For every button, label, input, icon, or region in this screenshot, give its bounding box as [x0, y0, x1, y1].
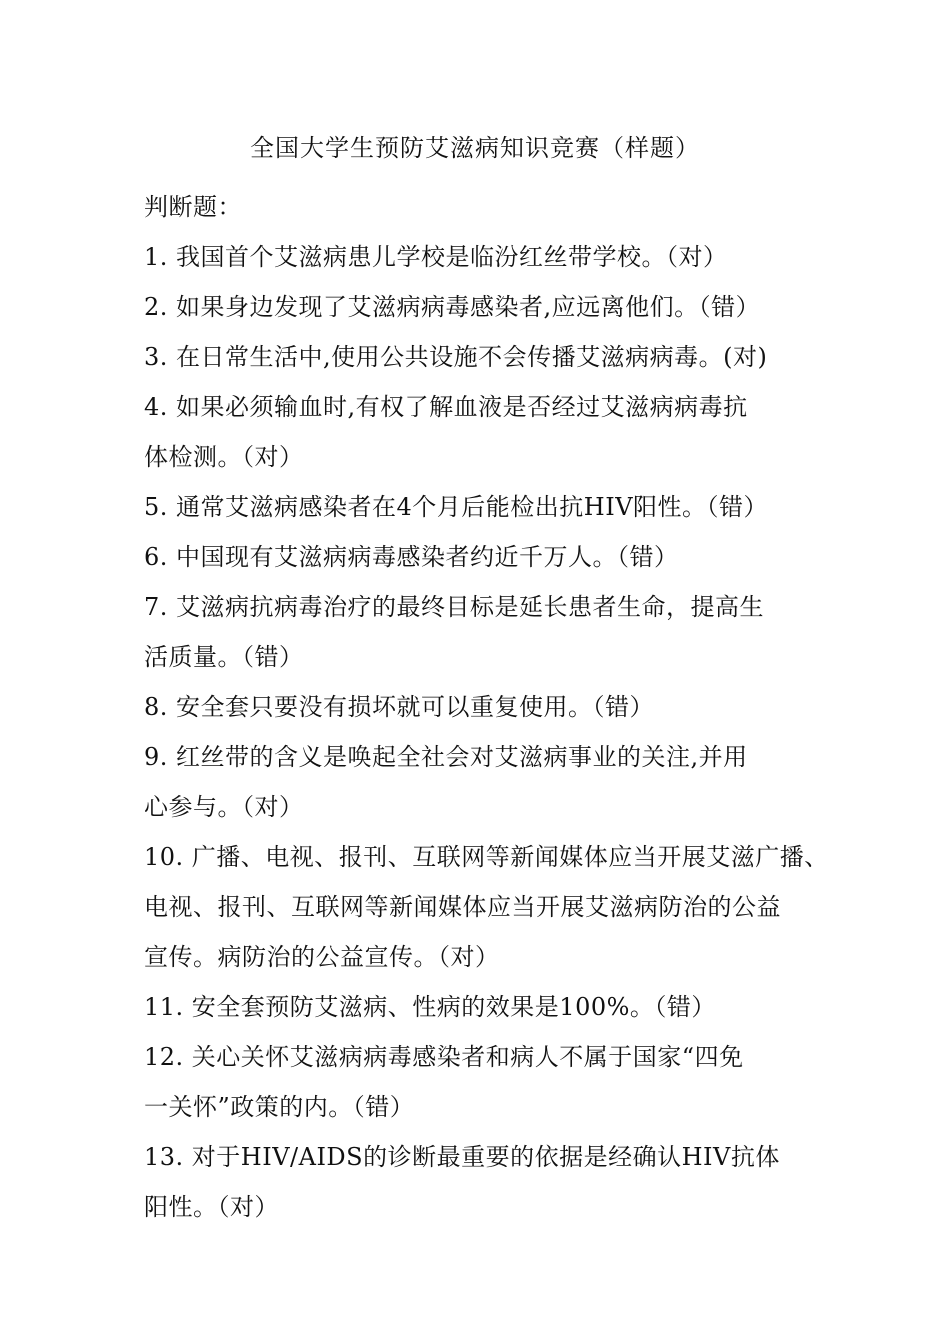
document-title: 全国大学生预防艾滋病知识竞赛（样题）	[250, 134, 700, 162]
question-line: 7. 艾滋病抗病毒治疗的最终目标是延长患者生命，提高生	[144, 593, 765, 621]
question-line: 8. 安全套只要没有损坏就可以重复使用。（错）	[144, 693, 655, 721]
question-line: 9. 红丝带的含义是唤起全社会对艾滋病事业的关注,并用	[144, 743, 748, 771]
question-line: 1. 我国首个艾滋病患儿学校是临汾红丝带学校。（对）	[144, 243, 728, 271]
question-line: 电视、报刊、互联网等新闻媒体应当开展艾滋病防治的公益	[144, 893, 781, 921]
question-line: 4. 如果必须输血时,有权了解血液是否经过艾滋病病毒抗	[144, 393, 748, 421]
question-line: 5. 通常艾滋病感染者在4个月后能检出抗HIV阳性。（错）	[144, 493, 769, 521]
question-line: 6. 中国现有艾滋病病毒感染者约近千万人。（错）	[144, 543, 679, 571]
question-line: 活质量。（错）	[144, 643, 304, 671]
question-line: 13. 对于HIV/AIDS的诊断最重要的依据是经确认HIV抗体	[144, 1143, 780, 1171]
question-line: 10. 广播、电视、报刊、互联网等新闻媒体应当开展艾滋广播、	[144, 843, 829, 871]
question-line: 一关怀”政策的内。（错）	[144, 1093, 415, 1121]
question-line: 心参与。（对）	[144, 793, 304, 821]
question-line: 3. 在日常生活中,使用公共设施不会传播艾滋病病毒。(对)	[144, 343, 768, 371]
question-line: 11. 安全套预防艾滋病、性病的效果是100%。（错）	[144, 993, 716, 1021]
question-line: 体检测。（对）	[144, 443, 304, 471]
question-line: 12. 关心关怀艾滋病病毒感染者和病人不属于国家“四免	[144, 1043, 744, 1071]
document-body	[144, 182, 834, 1232]
question-line: 宣传。病防治的公益宣传。（对）	[144, 943, 500, 971]
section-heading: 判断题：	[144, 193, 242, 221]
question-line: 2. 如果身边发现了艾滋病病毒感染者,应远离他们。（错）	[144, 293, 761, 321]
question-line: 阳性。（对）	[144, 1193, 279, 1221]
